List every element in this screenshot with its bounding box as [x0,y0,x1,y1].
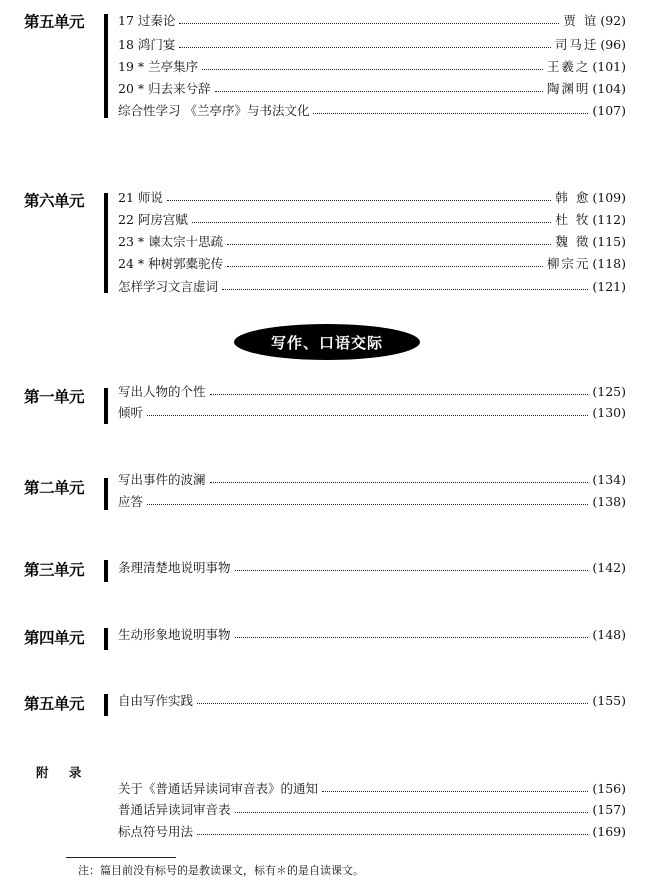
toc-entry[interactable] [118,821,626,841]
toc-entry[interactable] [118,624,626,644]
toc-entry[interactable] [118,231,626,251]
footnote: 注：篇目前没有标号的是教读课文，标有＊的是自读课文。 [78,864,364,877]
entry-title: 20 * 归去来兮辞 [118,81,211,96]
entry-page: (157) [592,801,626,817]
entry-page: (115) [592,233,626,249]
leader-dots [227,244,551,245]
entry-page: (118) [592,255,626,271]
entry-title: 17 过秦论 [118,13,176,28]
entry-page: (155) [592,692,626,708]
unit-label: 第五单元 [24,695,85,713]
leader-dots [192,222,552,223]
entry-page: (148) [592,626,626,642]
toc-entry[interactable] [118,469,626,489]
entry-title: 综合性学习 《兰亭序》与书法文化 [118,103,310,118]
entry-author: 陶渊明 [546,81,591,96]
unit-bar [104,628,108,650]
unit-label: 第五单元 [24,13,85,31]
unit-bar [104,694,108,716]
entry-page: (101) [592,58,626,74]
unit-label: 第二单元 [24,479,85,497]
unit-label: 第三单元 [24,561,85,579]
leader-dots [227,266,543,267]
unit-bar [104,14,108,118]
entry-title: 自由写作实践 [118,693,194,708]
toc-entry[interactable] [118,56,626,76]
leader-dots [202,69,543,70]
unit-label: 第六单元 [24,192,85,210]
leader-dots [235,812,589,813]
entry-page: (142) [592,559,626,575]
entry-page: (109) [592,189,626,205]
unit-label: 第一单元 [24,388,85,406]
entry-page: (169) [592,823,626,839]
entry-title: 生动形象地说明事物 [118,627,231,642]
leader-dots [197,703,588,704]
leader-dots [167,200,552,201]
toc-entry[interactable] [118,276,626,296]
entry-author: 杜 牧 [555,212,591,227]
entry-page: (134) [592,471,626,487]
leader-dots [147,415,588,416]
unit-label: 第四单元 [24,629,85,647]
toc-entry[interactable] [118,778,626,798]
entry-page: (107) [592,102,626,118]
entry-author: 司马迁 [554,37,599,52]
entry-title: 19 * 兰亭集序 [118,59,199,74]
leader-dots [179,47,550,48]
entry-title: 24 * 种树郭橐驼传 [118,256,224,271]
leader-dots [322,791,588,792]
entry-page: (92) [600,12,626,28]
entry-page: (121) [592,278,626,294]
entry-title: 关于《普通话异读词审音表》的通知 [118,781,319,796]
unit-bar [104,478,108,510]
toc-entry[interactable] [118,209,626,229]
entry-title: 应答 [118,494,144,509]
entry-page: (125) [592,383,626,399]
leader-dots [313,113,588,114]
unit-bar [104,560,108,582]
entry-title: 18 鸿门宴 [118,37,176,52]
entry-page: (112) [592,211,626,227]
unit-bar [104,193,108,293]
leader-dots [222,289,588,290]
entry-author: 王羲之 [546,59,591,74]
entry-title: 标点符号用法 [118,824,194,839]
toc-entry[interactable] [118,78,626,98]
leader-dots [210,394,589,395]
entry-title: 21 师说 [118,190,163,205]
leader-dots [179,23,559,24]
entry-title: 22 阿房宫赋 [118,212,188,227]
entry-title: 写出事件的波澜 [118,472,206,487]
leader-dots [235,570,589,571]
appendix-label: 附 录 [36,765,90,780]
toc-entry[interactable] [118,253,626,273]
entry-page: (130) [592,404,626,420]
entry-author: 柳宗元 [546,256,591,271]
toc-entry[interactable] [118,187,626,207]
leader-dots [197,834,588,835]
entry-title: 写出人物的个性 [118,384,206,399]
leader-dots [210,482,589,483]
entry-author: 魏 徵 [555,234,591,249]
toc-entry[interactable] [118,402,626,422]
unit-bar [104,388,108,424]
entry-author: 贾 谊 [563,13,599,28]
toc-entry[interactable] [118,10,626,30]
entry-page: (156) [592,780,626,796]
entry-author: 韩 愈 [555,190,591,205]
entry-title: 倾听 [118,405,144,420]
entry-title: 怎样学习文言虚词 [118,279,219,294]
toc-entry[interactable] [118,557,626,577]
toc-entry[interactable] [118,100,626,120]
entry-title: 23 * 谏太宗十思疏 [118,234,224,249]
toc-entry[interactable] [118,34,626,54]
entry-page: (104) [592,80,626,96]
toc-entry[interactable] [118,690,626,710]
leader-dots [215,91,543,92]
section-banner: 写作、口语交际 [234,324,420,360]
entry-title: 普通话异读词审音表 [118,802,231,817]
toc-entry[interactable] [118,491,626,511]
toc-entry[interactable] [118,799,626,819]
toc-entry[interactable] [118,381,626,401]
entry-title: 条理清楚地说明事物 [118,560,231,575]
entry-page: (96) [600,36,626,52]
footnote-rule [66,857,176,858]
leader-dots [235,637,589,638]
leader-dots [147,504,588,505]
entry-page: (138) [592,493,626,509]
